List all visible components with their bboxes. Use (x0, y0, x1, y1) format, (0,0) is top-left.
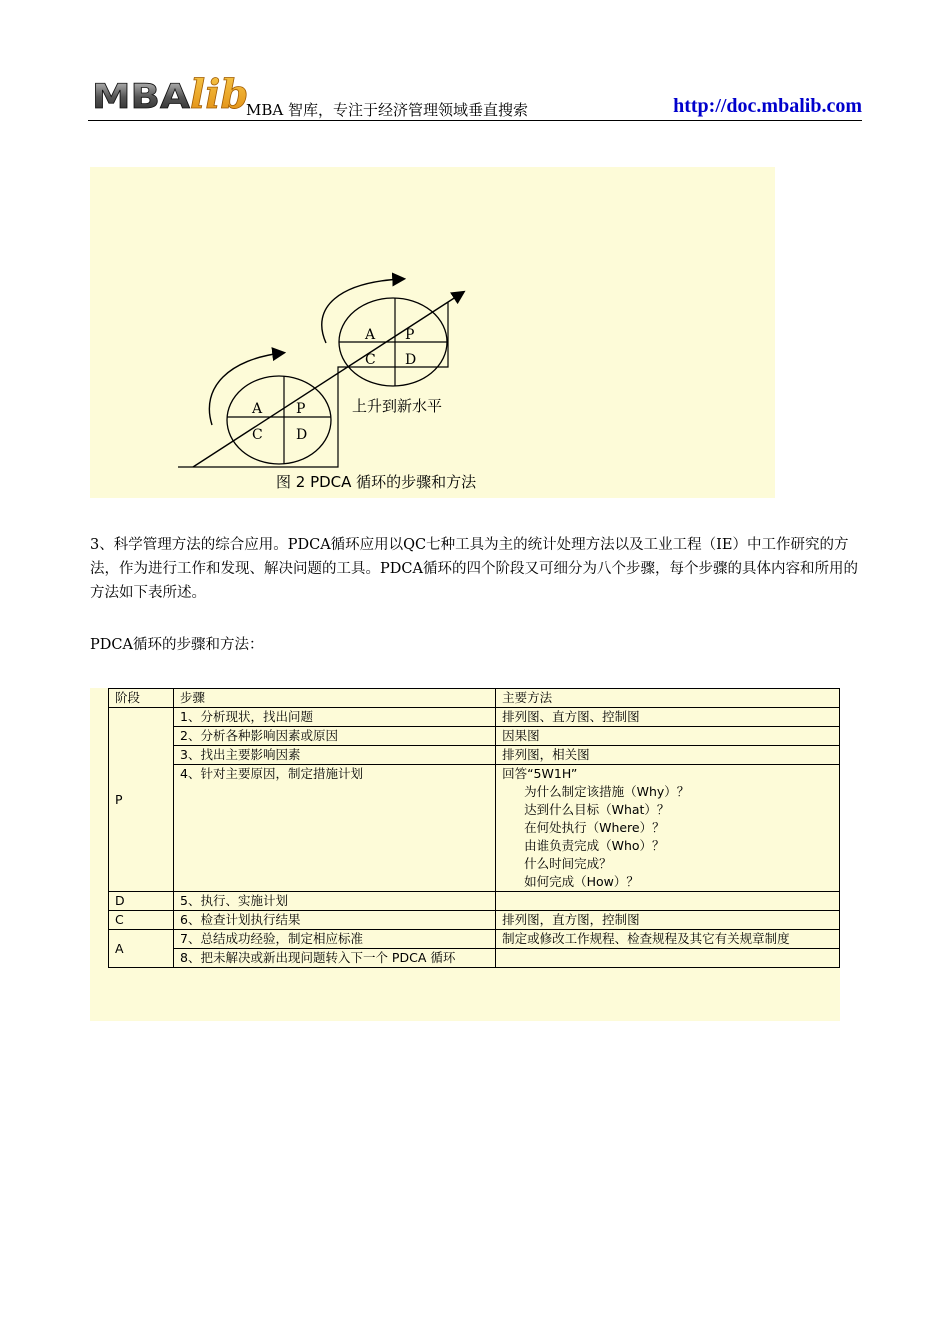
stage-cell-C: C (109, 911, 174, 930)
page-header (88, 64, 862, 122)
pdca-table-wrap (90, 688, 840, 1021)
header-step: 步骤 (174, 689, 496, 708)
table-row (109, 746, 840, 765)
w5h1-item: 如何完成（How）？ (524, 874, 639, 889)
method-cell (496, 949, 840, 968)
method-cell-5w1h (496, 765, 840, 892)
svg-text:MBA: MBA (92, 77, 191, 117)
method-cell (496, 892, 840, 911)
header-divider (88, 120, 862, 121)
method-cell: 排列图，直方图，控制图 (496, 911, 840, 930)
w5h1-item: 什么时间完成？ (524, 856, 612, 871)
step-cell: 5、执行、实施计划 (174, 892, 496, 911)
table-header-row (109, 689, 840, 708)
upper-label-D: D (405, 352, 417, 368)
rise-label: 上升到新水平 (352, 397, 443, 415)
step-cell: 3、找出主要影响因素 (174, 746, 496, 765)
stage-cell-D: D (109, 892, 174, 911)
table-row (109, 930, 840, 949)
step-cell: 1、分析现状，找出问题 (174, 708, 496, 727)
pdca-figure (90, 167, 775, 498)
method-cell: 排列图、直方图、控制图 (496, 708, 840, 727)
method-5w1h-title: 回答“5W1H” (502, 766, 578, 781)
step-cell: 8、把未解决或新出现问题转入下一个 PDCA 循环 (174, 949, 496, 968)
stage-cell-A: A (109, 930, 174, 968)
pdca-steps-table (108, 688, 840, 968)
lower-label-C: C (252, 427, 263, 443)
table-row (109, 765, 840, 892)
rotation-arrow-upper (322, 279, 402, 343)
header-method: 主要方法 (496, 689, 840, 708)
table-row (109, 727, 840, 746)
w5h1-item: 为什么制定该措施（Why）？ (524, 784, 690, 799)
table-row (109, 892, 840, 911)
upper-label-P: P (405, 327, 415, 343)
lower-label-P: P (296, 401, 306, 417)
rotation-arrow-lower (209, 353, 282, 425)
step-cell: 2、分析各种影响因素或原因 (174, 727, 496, 746)
table-row (109, 708, 840, 727)
stage-cell-P: P (109, 708, 174, 892)
pdca-diagram (90, 167, 775, 498)
method-cell: 制定或修改工作规程、检查规程及其它有关规章制度 (496, 930, 840, 949)
step-cell: 4、针对主要原因，制定措施计划 (174, 765, 496, 892)
method-cell: 因果图 (496, 727, 840, 746)
method-cell: 排列图，相关图 (496, 746, 840, 765)
upper-label-A: A (365, 327, 376, 343)
svg-text:lib: lib (190, 71, 249, 118)
lower-label-D: D (296, 427, 308, 443)
table-row (109, 911, 840, 930)
w5h1-item: 在何处执行（Where）？ (524, 820, 665, 835)
body-paragraph: 3、科学管理方法的综合应用。PDCA循环应用以QC七种工具为主的统计处理方法以及工业工程（IE）中工作研究的方法，作为进行工作和发现、解决问题的工具。PDCA循环的四个阶段又可细分为八个步骤，每个步骤的具体内容和所用的方法如下表所述。 (90, 537, 858, 601)
mbalib-logo (88, 64, 258, 122)
lower-label-A: A (252, 401, 263, 417)
table-row (109, 949, 840, 968)
figure-caption: 图 2 PDCA 循环的步骤和方法 (276, 473, 477, 491)
w5h1-item: 达到什么目标（What）？ (524, 802, 670, 817)
w5h1-item: 由谁负责完成（Who）？ (524, 838, 665, 853)
table-intro: PDCA循环的步骤和方法： (90, 637, 264, 653)
upper-label-C: C (365, 352, 376, 368)
pdca-circle-lower (227, 376, 331, 464)
site-tagline: MBA 智库，专注于经济管理领域垂直搜索 (246, 101, 528, 119)
site-url-link[interactable]: http://doc.mbalib.com (673, 95, 862, 117)
step-cell: 7、总结成功经验，制定相应标准 (174, 930, 496, 949)
step-cell: 6、检查计划执行结果 (174, 911, 496, 930)
header-stage: 阶段 (109, 689, 174, 708)
